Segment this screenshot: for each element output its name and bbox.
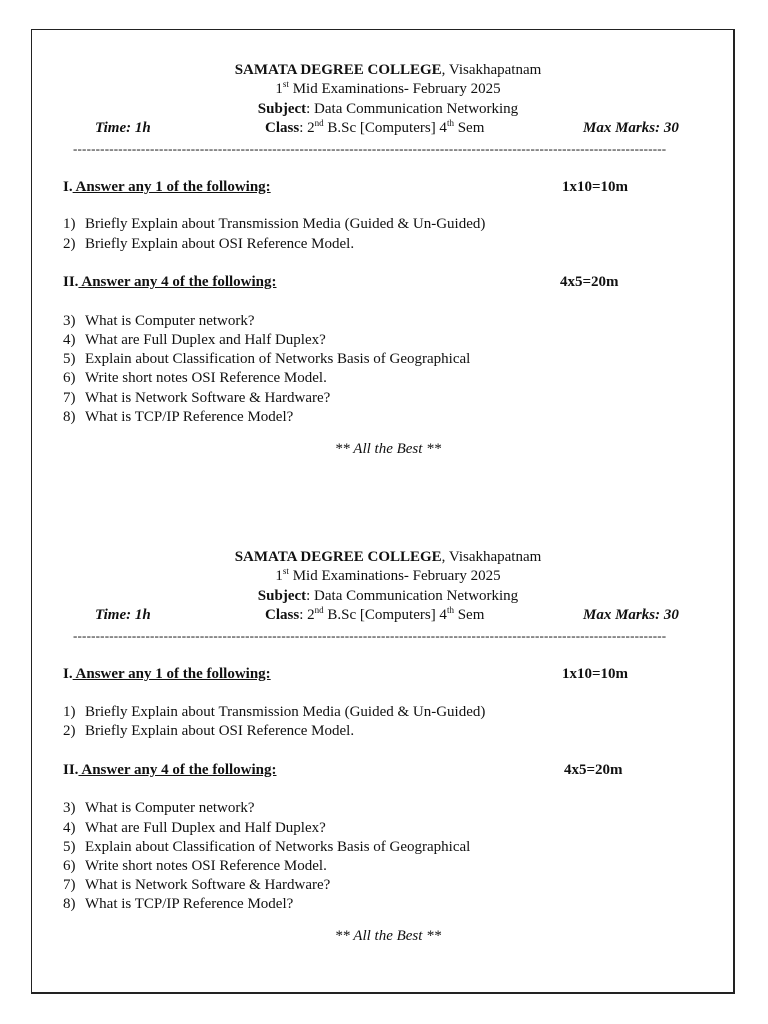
question-item: 7) What is Network Software & Hardware?: [63, 877, 331, 893]
class-line: Class: 2nd B.Sc [Computers] 4th Sem: [265, 605, 485, 623]
subject-value: : Data Communication Networking: [306, 101, 519, 117]
subject-label: Subject: [257, 588, 307, 604]
subject-label: Subject: [257, 101, 307, 117]
time-label: Time: 1h: [95, 120, 151, 136]
class-label: Class: [265, 120, 300, 136]
subject-line: [0, 100, 768, 119]
section-2-heading: II. Answer any 4 of the following:: [63, 274, 277, 290]
question-item: 5) Explain about Classification of Networks Basis of Geographical: [63, 351, 471, 367]
college-city: , Visakhapatnam: [441, 62, 542, 78]
question-item: 6) Write short notes OSI Reference Model.: [63, 858, 327, 874]
college-line: [0, 548, 768, 567]
divider-line: -----------------------------------------------------------------------------------------------------------------------------------: [73, 629, 667, 643]
question-item: 6) Write short notes OSI Reference Model.: [63, 370, 327, 386]
section-1-marks: 1x10=10m: [562, 179, 629, 195]
exam-title: Mid Examinations- February 2025: [288, 81, 501, 97]
exam-title: Mid Examinations- February 2025: [288, 568, 501, 584]
question-item: 8) What is TCP/IP Reference Model?: [63, 896, 294, 912]
class-line: Class: 2nd B.Sc [Computers] 4th Sem: [265, 118, 485, 136]
section-2-marks: 4x5=20m: [560, 274, 619, 290]
max-marks: Max Marks: 30: [583, 120, 679, 136]
exam-ordinal-suffix: st: [282, 566, 289, 576]
divider-line: -----------------------------------------------------------------------------------------------------------------------------------: [73, 142, 667, 156]
class-label: Class: [265, 607, 300, 623]
closing-line: ** All the Best **: [334, 928, 442, 944]
question-item: 3) What is Computer network?: [63, 313, 255, 329]
exam-line: [0, 80, 768, 99]
exam-ordinal-suffix: st: [282, 79, 289, 89]
question-item: 7) What is Network Software & Hardware?: [63, 390, 331, 406]
max-marks: Max Marks: 30: [583, 607, 679, 623]
closing-line: ** All the Best **: [334, 441, 442, 457]
section-1-marks: 1x10=10m: [562, 666, 629, 682]
subject-value: : Data Communication Networking: [306, 588, 519, 604]
exam-paper-2: [0, 487, 768, 944]
college-name: SAMATA DEGREE COLLEGE: [234, 549, 442, 565]
college-city: , Visakhapatnam: [441, 549, 542, 565]
exam-ordinal: 1: [275, 568, 283, 584]
question-item: 1) Briefly Explain about Transmission Media (Guided & Un-Guided): [63, 216, 486, 232]
question-item: 4) What are Full Duplex and Half Duplex?: [63, 820, 326, 836]
question-item: 4) What are Full Duplex and Half Duplex?: [63, 332, 326, 348]
college-line: [0, 61, 768, 80]
college-name: SAMATA DEGREE COLLEGE: [234, 62, 442, 78]
question-item: 5) Explain about Classification of Networks Basis of Geographical: [63, 839, 471, 855]
section-2-marks: 4x5=20m: [564, 762, 623, 778]
exam-paper-1: [0, 0, 768, 457]
question-item: 2) Briefly Explain about OSI Reference Model.: [63, 236, 355, 252]
exam-ordinal: 1: [275, 81, 283, 97]
question-item: 2) Briefly Explain about OSI Reference Model.: [63, 723, 355, 739]
section-2-heading: II. Answer any 4 of the following:: [63, 762, 277, 778]
question-item: 8) What is TCP/IP Reference Model?: [63, 409, 294, 425]
time-label: Time: 1h: [95, 607, 151, 623]
subject-line: [0, 587, 768, 606]
question-item: 1) Briefly Explain about Transmission Media (Guided & Un-Guided): [63, 704, 486, 720]
question-item: 3) What is Computer network?: [63, 800, 255, 816]
section-1-heading: I. Answer any 1 of the following:: [63, 666, 271, 682]
exam-line: [0, 567, 768, 586]
section-1-heading: I. Answer any 1 of the following:: [63, 179, 271, 195]
